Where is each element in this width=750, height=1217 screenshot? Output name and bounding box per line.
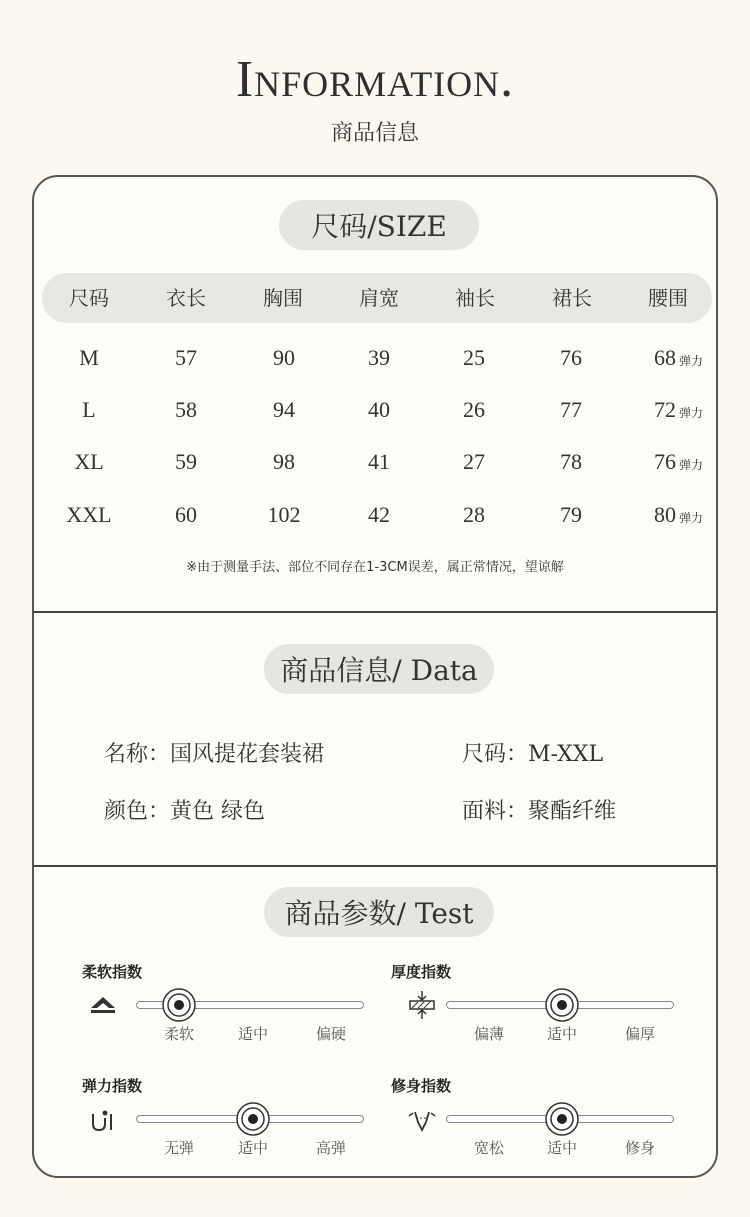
- waist-value: 80: [654, 502, 676, 527]
- cell-length: 57: [175, 345, 197, 370]
- cell-shoulder: 42: [368, 502, 390, 527]
- size-section-title: 尺码/SIZE: [279, 200, 479, 250]
- product-size-range: 尺码：M-XXL: [462, 742, 604, 767]
- param-label: 修身指数: [391, 1077, 452, 1095]
- tick-label: 适中: [237, 1025, 268, 1043]
- test-section-title: 商品参数/ Test: [264, 887, 494, 937]
- col-header-skirt: 裙长: [552, 286, 592, 310]
- cell-waist: [654, 502, 703, 528]
- cell-bust: 98: [273, 449, 295, 474]
- tick-label: 偏硬: [315, 1025, 346, 1043]
- cell-size: L: [82, 397, 96, 422]
- cell-skirt: 79: [560, 502, 582, 527]
- slider-knob: [544, 987, 580, 1023]
- cell-sleeve: 25: [463, 345, 485, 370]
- tick-label: 偏厚: [624, 1025, 655, 1043]
- cell-length: 58: [175, 397, 197, 422]
- page-subtitle: 商品信息: [330, 121, 419, 146]
- cell-sleeve: 26: [463, 397, 485, 422]
- waist-note: 弹力: [679, 354, 704, 368]
- data-section-title: 商品信息/ Data: [264, 644, 494, 694]
- param-label: 柔软指数: [82, 963, 143, 981]
- thickness-icon: [407, 990, 437, 1020]
- section-divider: [34, 865, 716, 867]
- cell-skirt: 78: [560, 449, 582, 474]
- section-divider: [34, 611, 716, 613]
- measurement-note: ※由于测量手法、部位不同存在1-3CM误差，属正常情况，望谅解: [186, 560, 564, 575]
- cell-bust: 102: [267, 502, 301, 527]
- cell-length: 59: [175, 449, 197, 474]
- waist-value: 72: [654, 397, 676, 422]
- cell-size: XXL: [66, 502, 112, 527]
- cell-waist: [654, 397, 703, 423]
- waist-value: 68: [654, 345, 676, 370]
- elasticity-icon: [88, 1104, 118, 1134]
- tick-label: 高弹: [315, 1139, 346, 1157]
- cell-waist: [654, 345, 703, 371]
- col-header-waist: 腰围: [648, 286, 688, 310]
- waist-note: 弹力: [679, 458, 704, 472]
- cell-size: M: [79, 345, 99, 370]
- tick-label: 宽松: [473, 1139, 504, 1157]
- tick-label: 适中: [237, 1139, 268, 1157]
- softness-icon: [88, 990, 118, 1020]
- slider-knob: [161, 987, 197, 1023]
- info-card: [32, 175, 718, 1178]
- cell-length: 60: [175, 502, 197, 527]
- cell-sleeve: 28: [463, 502, 485, 527]
- col-header-bust: 胸围: [263, 286, 303, 310]
- page-title: Information.: [235, 51, 515, 108]
- tick-label: 无弹: [163, 1139, 194, 1157]
- cell-size: XL: [74, 449, 104, 474]
- cell-shoulder: 39: [368, 345, 390, 370]
- cell-waist: [654, 449, 703, 475]
- cell-bust: 94: [273, 397, 295, 422]
- waist-note: 弹力: [679, 511, 704, 525]
- product-color: 颜色：黄色 绿色: [104, 799, 265, 824]
- waist-value: 76: [654, 449, 676, 474]
- product-name: 名称：国风提花套装裙: [104, 742, 325, 767]
- slider-knob: [544, 1101, 580, 1137]
- cell-skirt: 77: [560, 397, 582, 422]
- cell-sleeve: 27: [463, 449, 485, 474]
- cell-skirt: 76: [560, 345, 582, 370]
- param-label: 弹力指数: [82, 1077, 143, 1095]
- col-header-size: 尺码: [69, 286, 109, 310]
- col-header-length: 衣长: [166, 286, 206, 310]
- tick-label: 适中: [546, 1139, 577, 1157]
- tick-label: 适中: [546, 1025, 577, 1043]
- cell-shoulder: 41: [368, 449, 390, 474]
- fit-icon: [407, 1104, 437, 1134]
- col-header-shoulder: 肩宽: [359, 286, 399, 310]
- tick-label: 柔软: [163, 1025, 194, 1043]
- size-table-header: [42, 273, 712, 323]
- product-fabric: 面料：聚酯纤维: [462, 799, 617, 824]
- cell-bust: 90: [273, 345, 295, 370]
- tick-label: 偏薄: [473, 1025, 504, 1043]
- tick-label: 修身: [624, 1139, 655, 1157]
- slider-knob: [235, 1101, 271, 1137]
- cell-shoulder: 40: [368, 397, 390, 422]
- param-label: 厚度指数: [391, 963, 452, 981]
- col-header-sleeve: 袖长: [455, 286, 495, 310]
- waist-note: 弹力: [679, 406, 704, 420]
